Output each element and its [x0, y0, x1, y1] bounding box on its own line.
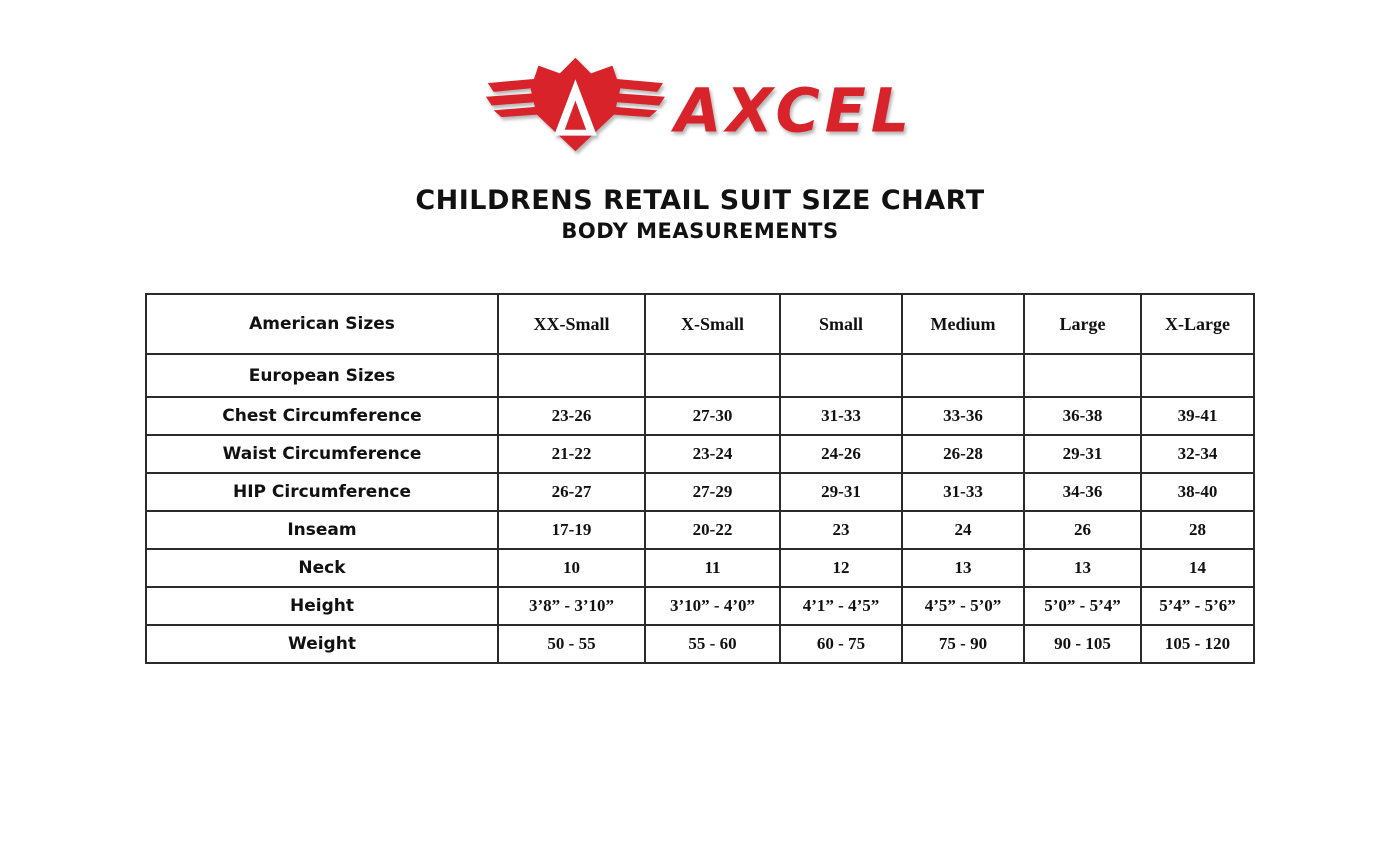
cell-value: 11: [645, 549, 780, 587]
row-label-chest-circumference: Chest Circumference: [146, 397, 498, 435]
cell-value: 3’8” - 3’10”: [498, 587, 645, 625]
cell-value: [1024, 354, 1141, 397]
logo-brand-text: AXCEL: [674, 76, 915, 147]
row-label-height: Height: [146, 587, 498, 625]
cell-value: 32-34: [1141, 435, 1254, 473]
cell-value: 90 - 105: [1024, 625, 1141, 663]
cell-value: 12: [780, 549, 902, 587]
cell-value: 27-29: [645, 473, 780, 511]
row-label-weight: Weight: [146, 625, 498, 663]
table-row-chest-circumference: [146, 397, 1254, 435]
cell-value: [498, 354, 645, 397]
cell-value: 23-24: [645, 435, 780, 473]
column-header-x-small: X-Small: [645, 294, 780, 354]
cell-value: 5’4” - 5’6”: [1141, 587, 1254, 625]
cell-value: 24: [902, 511, 1024, 549]
cell-value: 23-26: [498, 397, 645, 435]
cell-value: 21-22: [498, 435, 645, 473]
table-row-neck: [146, 549, 1254, 587]
cell-value: 13: [1024, 549, 1141, 587]
row-label-hip-circumference: HIP Circumference: [146, 473, 498, 511]
cell-value: 17-19: [498, 511, 645, 549]
cell-value: 60 - 75: [780, 625, 902, 663]
cell-value: 26-28: [902, 435, 1024, 473]
cell-value: 13: [902, 549, 1024, 587]
cell-value: 33-36: [902, 397, 1024, 435]
size-chart-table: [145, 293, 1255, 664]
cell-value: [1141, 354, 1254, 397]
cell-value: 28: [1141, 511, 1254, 549]
cell-value: 31-33: [780, 397, 902, 435]
row-label-inseam: Inseam: [146, 511, 498, 549]
cell-value: 26-27: [498, 473, 645, 511]
cell-value: [902, 354, 1024, 397]
cell-value: 23: [780, 511, 902, 549]
cell-value: 29-31: [1024, 435, 1141, 473]
cell-value: 10: [498, 549, 645, 587]
table-row-hip-circumference: [146, 473, 1254, 511]
cell-value: 50 - 55: [498, 625, 645, 663]
cell-value: 34-36: [1024, 473, 1141, 511]
cell-value: 3’10” - 4’0”: [645, 587, 780, 625]
column-header-large: Large: [1024, 294, 1141, 354]
page-subtitle: BODY MEASUREMENTS: [561, 219, 839, 243]
cell-value: 4’5” - 5’0”: [902, 587, 1024, 625]
cell-value: 24-26: [780, 435, 902, 473]
table-row-waist-circumference: [146, 435, 1254, 473]
cell-value: 4’1” - 4’5”: [780, 587, 902, 625]
table-row-inseam: [146, 511, 1254, 549]
cell-value: 38-40: [1141, 473, 1254, 511]
cell-value: 31-33: [902, 473, 1024, 511]
cell-value: 29-31: [780, 473, 902, 511]
table-row-european-sizes: [146, 354, 1254, 397]
page-title: CHILDRENS RETAIL SUIT SIZE CHART: [415, 185, 985, 216]
column-header-small: Small: [780, 294, 902, 354]
table-header-row: [146, 294, 1254, 354]
axcel-logo-icon: [485, 50, 915, 159]
cell-value: 14: [1141, 549, 1254, 587]
cell-value: 26: [1024, 511, 1141, 549]
cell-value: 39-41: [1141, 397, 1254, 435]
cell-value: 20-22: [645, 511, 780, 549]
cell-value: 105 - 120: [1141, 625, 1254, 663]
column-header-x-large: X-Large: [1141, 294, 1254, 354]
corner-label-american-sizes: American Sizes: [146, 294, 498, 354]
cell-value: 5’0” - 5’4”: [1024, 587, 1141, 625]
cell-value: 36-38: [1024, 397, 1141, 435]
table-row-height: [146, 587, 1254, 625]
row-label-neck: Neck: [146, 549, 498, 587]
cell-value: [780, 354, 902, 397]
column-header-xx-small: XX-Small: [498, 294, 645, 354]
row-label-waist-circumference: Waist Circumference: [146, 435, 498, 473]
cell-value: 75 - 90: [902, 625, 1024, 663]
column-header-medium: Medium: [902, 294, 1024, 354]
row-label-european-sizes: European Sizes: [146, 354, 498, 397]
logo: [0, 0, 1400, 159]
cell-value: [645, 354, 780, 397]
cell-value: 27-30: [645, 397, 780, 435]
cell-value: 55 - 60: [645, 625, 780, 663]
table-row-weight: [146, 625, 1254, 663]
